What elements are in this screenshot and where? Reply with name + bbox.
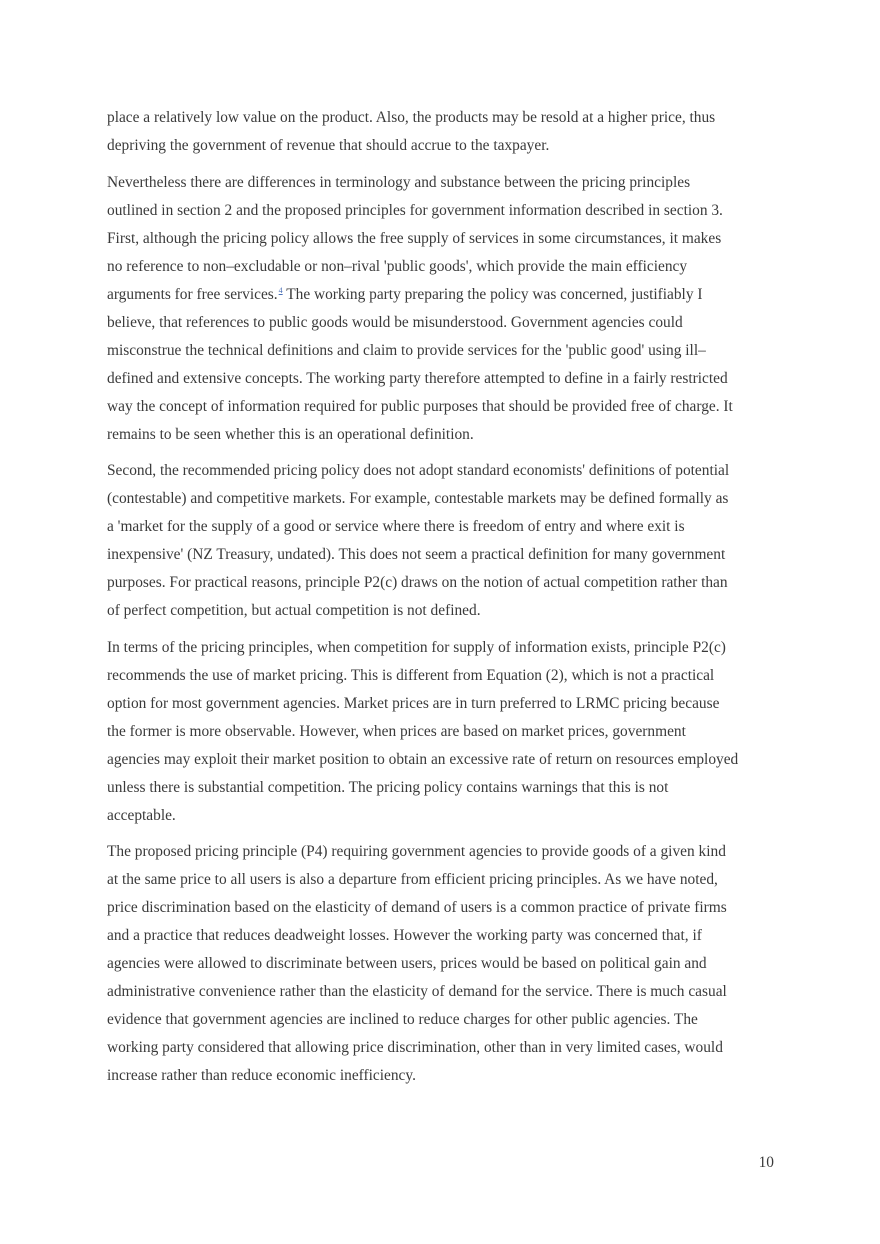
text-segment: The working party preparing the policy was concerned, justifiably I [282,285,703,303]
text-line: depriving the government of revenue that should accrue to the taxpayer. [107,137,550,154]
text-line: way the concept of information required for public purposes that should be provided free of charge. It [107,397,733,415]
paragraph-2 [107,169,779,449]
text-line: the former is more observable. However, when prices are based on market prices, government [107,722,686,740]
text-line: (contestable) and competitive markets. For example, contestable markets may be defined formally as [107,490,729,507]
text-line: price discrimination based on the elasticity of demand of users is a common practice of private firms [107,899,727,916]
text-line: Second, the recommended pricing policy does not adopt standard economists' definitions of potential [107,462,730,479]
text-line: increase rather than reduce economic inefficiency. [107,1067,416,1084]
text-line: First, although the pricing policy allows the free supply of services in some circumstances, it makes [107,229,722,247]
footnote-link-4[interactable]: 4 [278,285,283,295]
text-line: In terms of the pricing principles, when competition for supply of information exists, principle P2(c) [107,638,726,656]
paragraph-1 [107,104,779,160]
text-line: agencies may exploit their market position to obtain an excessive rate of return on resources employed [107,750,739,768]
text-line: outlined in section 2 and the proposed principles for government information described in section 3. [107,201,723,219]
text-line: and a practice that reduces deadweight losses. However the working party was concerned that, if [107,927,702,944]
paragraph-4 [107,634,779,830]
text-line: The proposed pricing principle (P4) requiring government agencies to provide goods of a given kind [107,843,726,860]
text-line: acceptable. [107,806,176,824]
text-line: evidence that government agencies are inclined to reduce charges for other public agencies. The [107,1011,698,1028]
text-line: recommends the use of market pricing. This is different from Equation (2), which is not a practical [107,666,715,684]
text-line: working party considered that allowing price discrimination, other than in very limited cases, would [107,1039,723,1056]
text-line: option for most government agencies. Market prices are in turn preferred to LRMC pricing because [107,694,720,712]
text-line: remains to be seen whether this is an operational definition. [107,425,474,443]
text-line-with-footnote [107,281,779,309]
text-line: unless there is substantial competition. The pricing policy contains warnings that this is not [107,778,669,796]
text-segment: arguments for free services. [107,285,278,303]
text-line: at the same price to all users is also a departure from efficient pricing principles. As we have noted, [107,871,718,888]
document-body [107,104,779,1099]
text-line: administrative convenience rather than the elasticity of demand for the service. There is much casual [107,983,727,1000]
text-line: agencies were allowed to discriminate between users, prices would be based on political gain and [107,955,707,972]
paragraph-5 [107,838,779,1090]
text-line: no reference to non–excludable or non–rival 'public goods', which provide the main efficiency [107,257,688,275]
text-line: defined and extensive concepts. The working party therefore attempted to define in a fairly restricted [107,369,728,387]
text-line: misconstrue the technical definitions and claim to provide services for the 'public good' using ill– [107,341,706,359]
text-line: a 'market for the supply of a good or service where there is freedom of entry and where exit is [107,518,685,535]
page-number: 10 [758,1154,774,1171]
text-line: of perfect competition, but actual competition is not defined. [107,602,481,619]
text-line: believe, that references to public goods would be misunderstood. Government agencies could [107,313,683,331]
text-line: place a relatively low value on the product. Also, the products may be resold at a higher price, thus [107,109,716,126]
text-line: Nevertheless there are differences in terminology and substance between the pricing principles [107,173,691,191]
text-line: purposes. For practical reasons, principle P2(c) draws on the notion of actual competition rather than [107,574,728,591]
text-line: inexpensive' (NZ Treasury, undated). This does not seem a practical definition for many government [107,546,726,563]
paragraph-3 [107,457,779,625]
